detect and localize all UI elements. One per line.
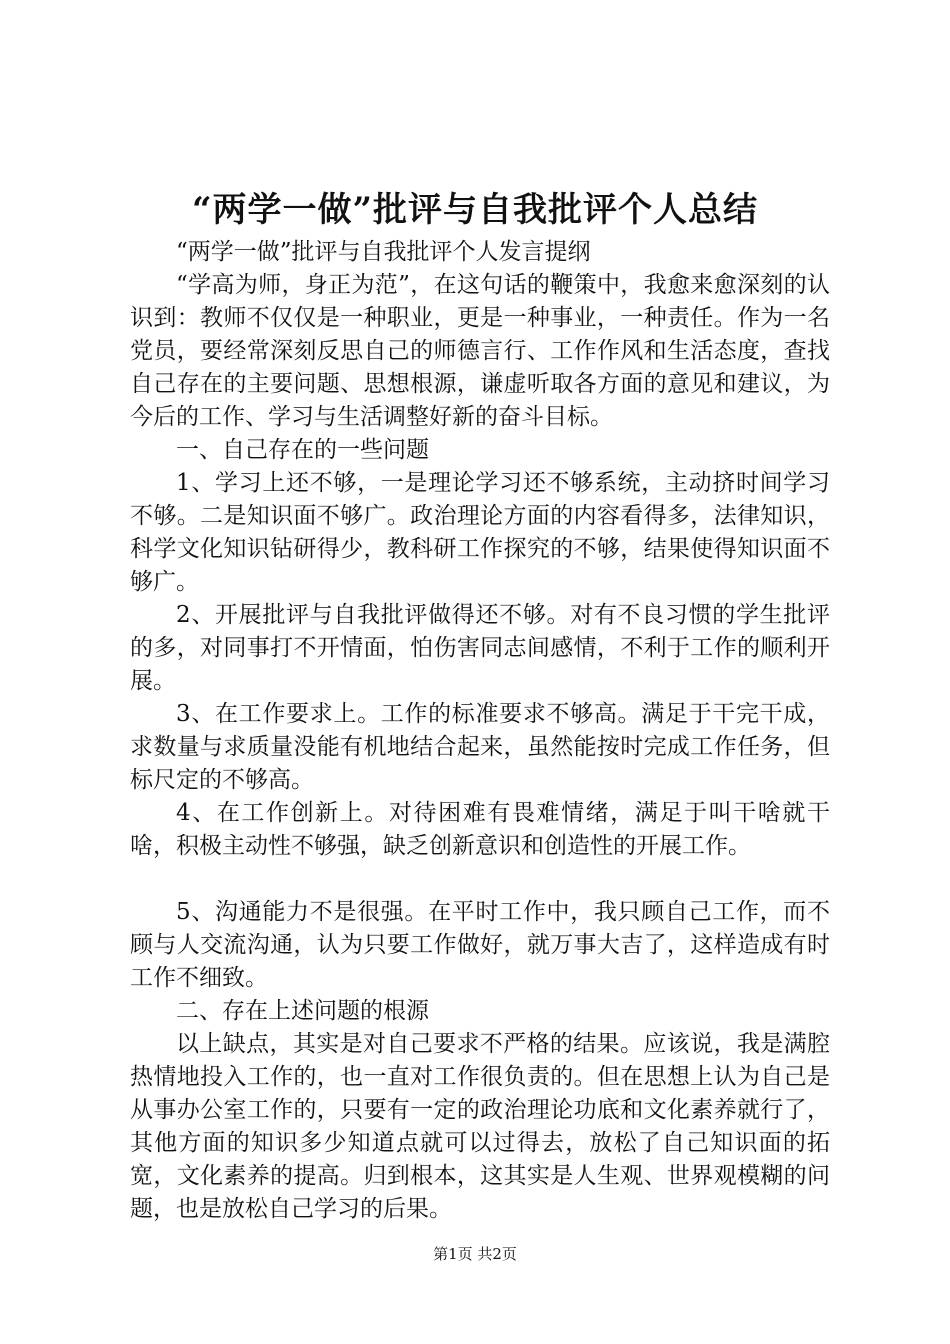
document-body [130, 236, 830, 1226]
problem-paragraph-3: 3、在工作要求上。工作的标准要求不够高。满足于干完干成，求数量与求质量没能有机地结合起来，虽然能按时完成工作任务，但标尺定的不够高。 [130, 701, 830, 793]
subtitle-paragraph: “两学一做”批评与自我批评个人发言提纲 [176, 239, 591, 265]
page-footer: 第1页 共2页 [433, 1245, 517, 1263]
intro-paragraph: “学高为师，身正为范”，在这句话的鞭策中，我愈来愈深刻的认识到：教师不仅仅是一种职业，更是一种事业，一种责任。作为一名党员，要经常深刻反思自己的师德言行、工作作风和生活态度，查找自己存在的主要问题、思想根源，谦虚听取各方面的意见和建议，为今后的工作、学习与生活调整好新的奋斗目标。 [130, 272, 830, 430]
problem-paragraph-2: 2、开展批评与自我批评做得还不够。对有不良习惯的学生批评的多，对同事打不开情面，怕伤害同志间感情，不利于工作的顺利开展。 [130, 602, 830, 694]
section-heading-roots: 二、存在上述问题的根源 [176, 998, 429, 1024]
problem-paragraph-1: 1、学习上还不够，一是理论学习还不够系统，主动挤时间学习不够。二是知识面不够广。政治理论方面的内容看得多，法律知识，科学文化知识钻研得少，教科研工作探究的不够，结果使得知识面不够广。 [130, 470, 830, 595]
roots-paragraph: 以上缺点，其实是对自己要求不严格的结果。应该说，我是满腔热情地投入工作的，也一直对工作很负责的。但在思想上认为自己是从事办公室工作的，只要有一定的政治理论功底和文化素养就行了，其他方面的知识多少知道点就可以过得去，放松了自己知识面的拓宽，文化素养的提高。归到根本，这其实是人生观、世界观模糊的问题，也是放松自己学习的后果。 [130, 1031, 830, 1222]
section-heading-problems: 一、自己存在的一些问题 [176, 437, 429, 463]
problem-paragraph-5: 5、沟通能力不是很强。在平时工作中，我只顾自己工作，而不顾与人交流沟通，认为只要工作做好，就万事大吉了，这样造成有时工作不细致。 [130, 899, 830, 991]
problem-paragraph-4: 4、在工作创新上。对待困难有畏难情绪，满足于叫干啥就干啥，积极主动性不够强，缺乏创新意识和创造性的开展工作。 [130, 800, 830, 859]
document-title: “两学一做”批评与自我批评个人总结 [191, 190, 759, 230]
